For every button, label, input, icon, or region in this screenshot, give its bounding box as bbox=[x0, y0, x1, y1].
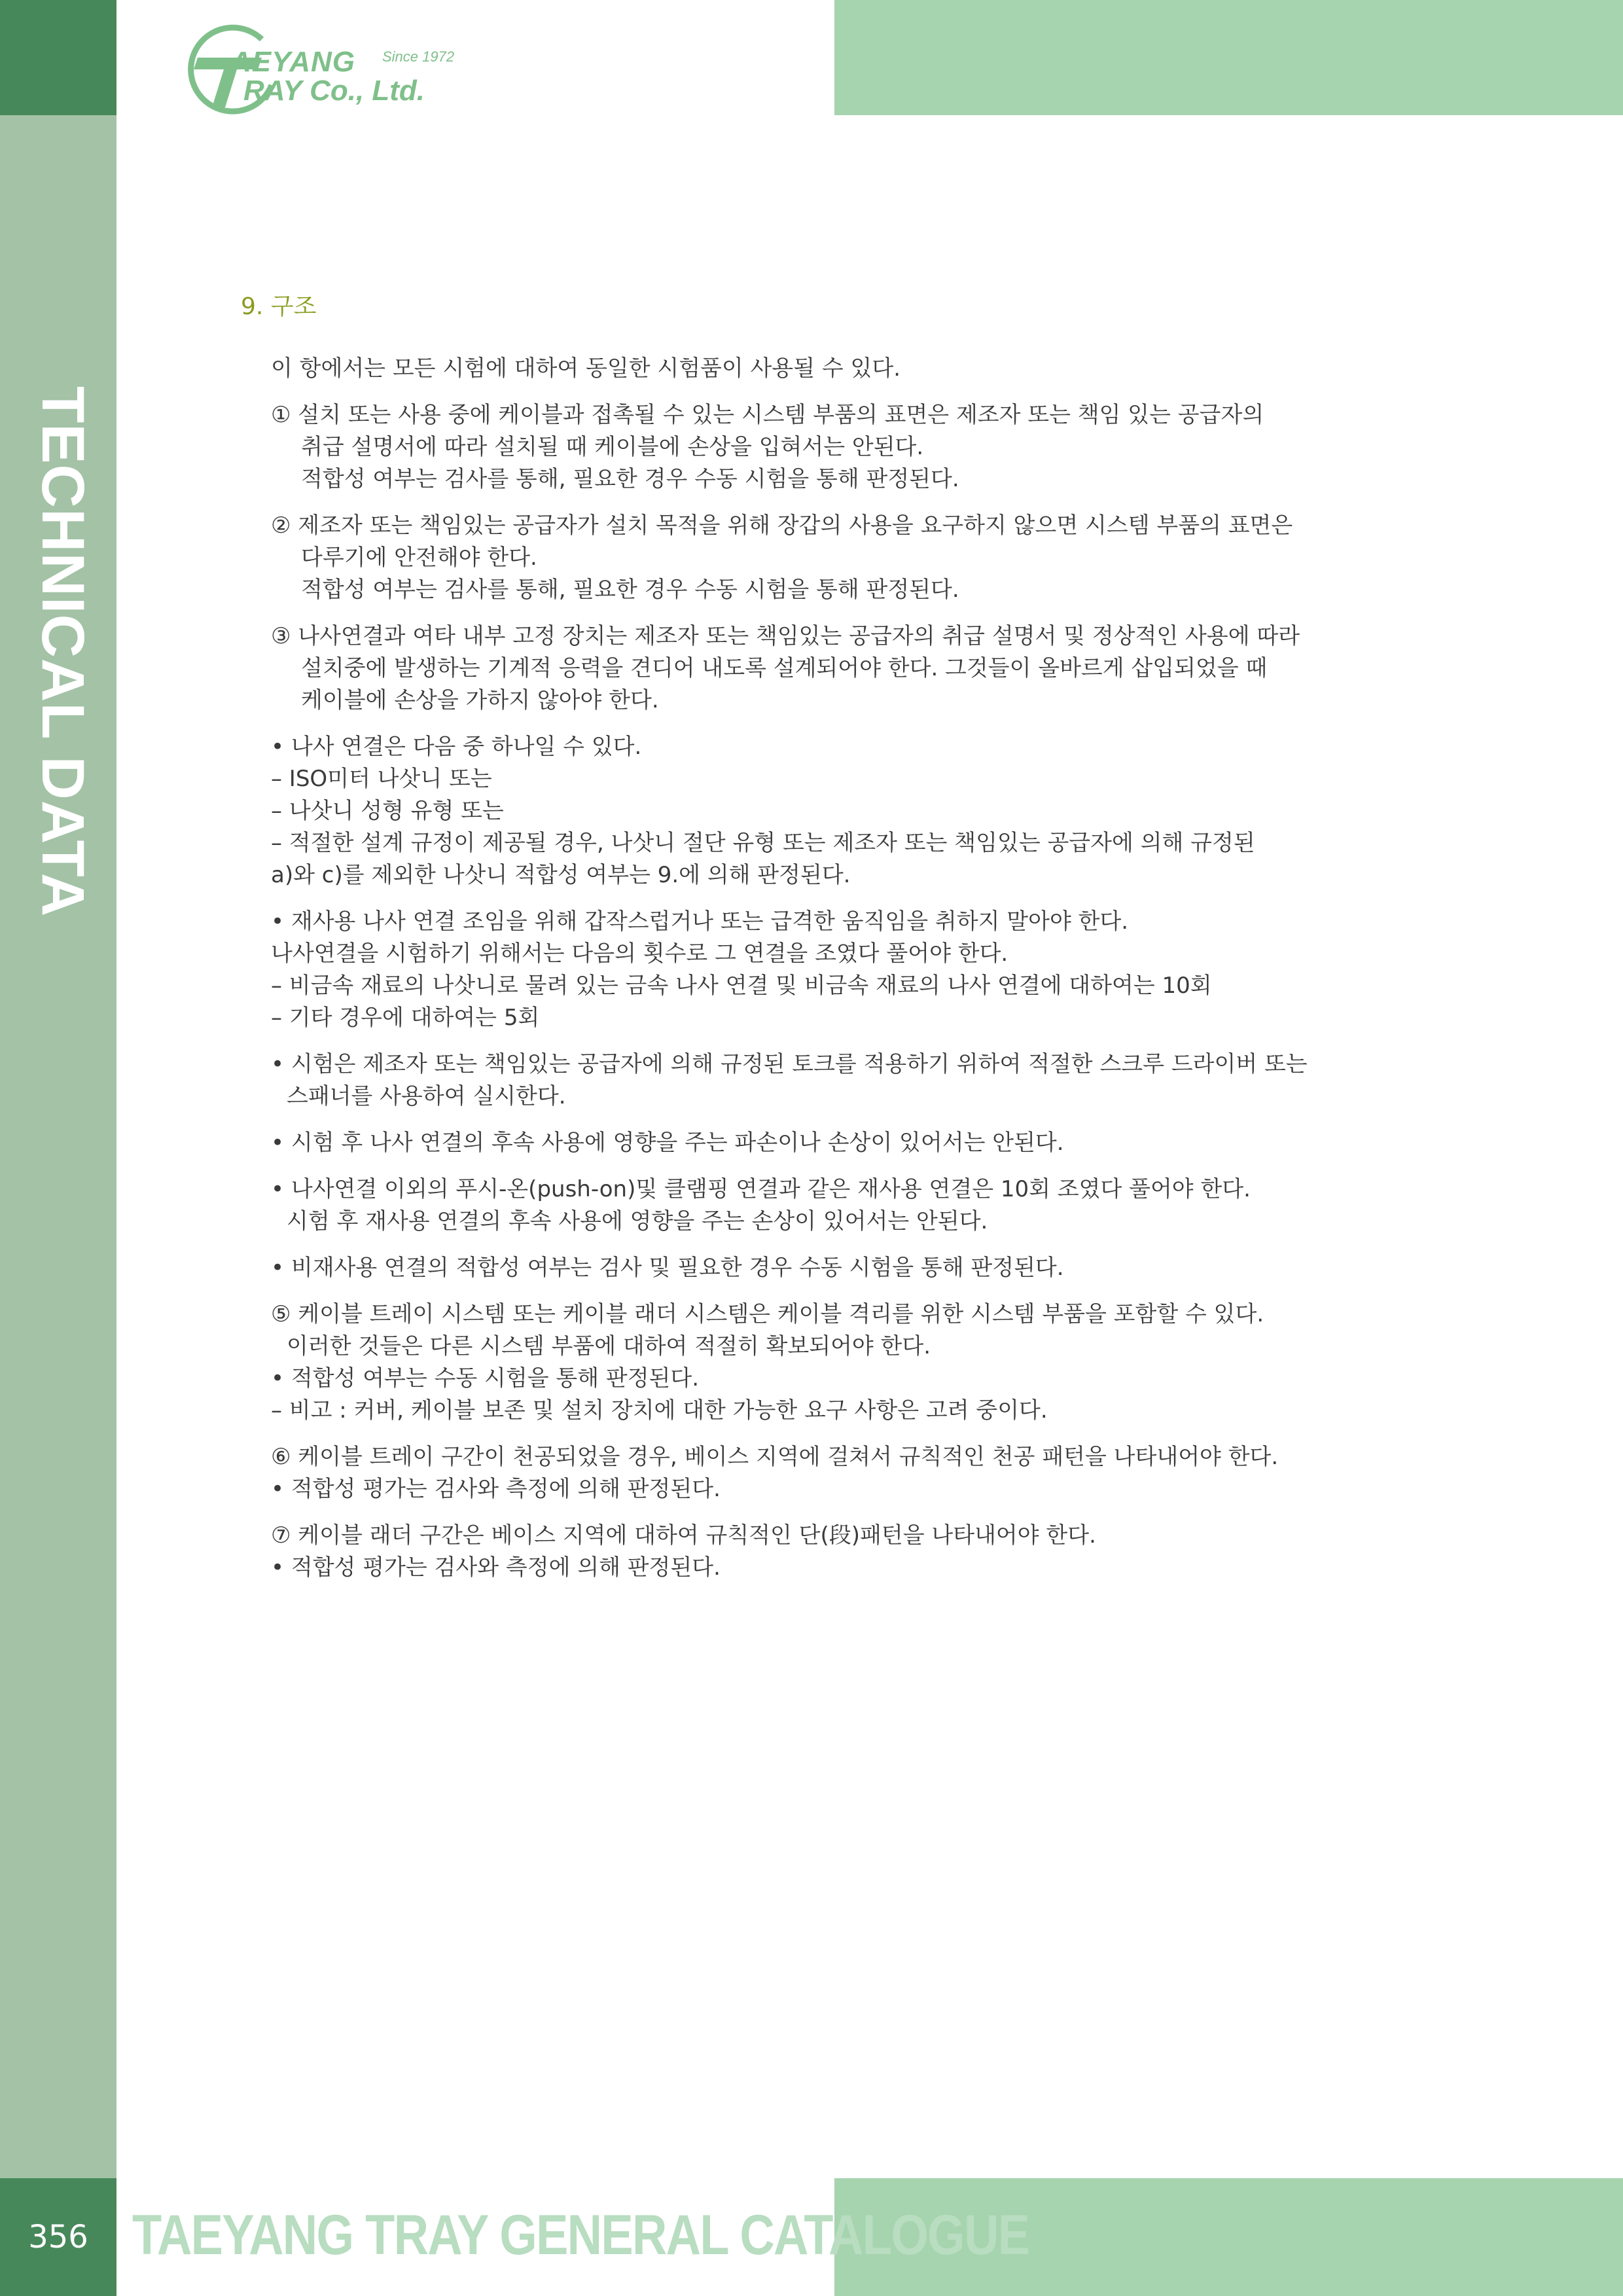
damage-note: • 시험 후 나사 연결의 후속 사용에 영향을 주는 파손이나 손상이 있어서는 안된다. bbox=[271, 1130, 1064, 1156]
company-logo bbox=[164, 20, 478, 118]
clause-7: ⑦ 케이블 래더 구간은 베이스 지역에 대하여 규칙적인 단(段)패턴을 나타내어야 한다. • 적합성 평가는 검사와 측정에 의해 판정된다. bbox=[271, 1522, 1096, 1581]
clause-3: ③ 나사연결과 여타 내부 고정 장치는 제조자 또는 책임있는 공급자의 취급 설명서 및 정상적인 사용에 따라 설치중에 발생하는 기계적 응력을 견디어 내도록 설계되어야 한다. 그것들이 올바르게 삽입되었을 때 케이블에 손상을 가하지 않아야 한다. bbox=[271, 623, 1300, 713]
non-reuse-note: • 비재사용 연결의 적합성 여부는 검사 및 필요한 경우 수동 시험을 통해 판정된다. bbox=[271, 1255, 1064, 1281]
logo-text-bottom: RAY Co., Ltd. bbox=[243, 75, 425, 107]
section-title: 9. 구조 bbox=[241, 293, 317, 320]
page-number: 356 bbox=[28, 2219, 88, 2255]
top-left-corner-block bbox=[0, 0, 116, 115]
clause-6: ⑥ 케이블 트레이 구간이 천공되었을 경우, 베이스 지역에 걸쳐서 규칙적인 천공 패턴을 나타내어야 한다. • 적합성 평가는 검사와 측정에 의해 판정된다. bbox=[271, 1444, 1279, 1502]
logo-text-top: AEYANG bbox=[230, 46, 355, 78]
logo-since: Since 1972 bbox=[382, 48, 455, 65]
clause-2: ② 제조자 또는 책임있는 공급자가 설치 목적을 위해 장갑의 사용을 요구하지 않으면 시스템 부품의 표면은 다루기에 안전해야 한다. 적합성 여부는 검사를 통해, 필요한 경우 수동 시험을 통해 판정된다. bbox=[271, 512, 1293, 603]
clause-5: ⑤ 케이블 트레이 시스템 또는 케이블 래더 시스템은 케이블 격리를 위한 시스템 부품을 포함할 수 있다. 이러한 것들은 다른 시스템 부품에 대하여 적절히 확보되어야 한다. • 적합성 여부는 수동 시험을 통해 판정된다. – 비고 : 커버, 케이블 보존 및 설치 장치에 대한 가능한 요구 사항은 고려 중이다. bbox=[271, 1301, 1264, 1424]
reuse-connection-list: • 재사용 나사 연결 조임을 위해 갑작스럽거나 또는 급격한 움직임을 취하지 말아야 한다. 나사연결을 시험하기 위해서는 다음의 횟수로 그 연결을 조였다 풀어야 한다. – 비금속 재료의 나삿니로 물려 있는 금속 나사 연결 및 비금속 재료의 나사 연결에 대하여는 10회 – 기타 경우에 대하여는 5회 bbox=[271, 908, 1212, 1031]
torque-note: • 시험은 제조자 또는 책임있는 공급자에 의해 규정된 토크를 적용하기 위하여 적절한 스크루 드라이버 또는 스패너를 사용하여 실시한다. bbox=[271, 1051, 1308, 1109]
intro-paragraph: 이 항에서는 모든 시험에 대하여 동일한 시험품이 사용될 수 있다. bbox=[271, 355, 901, 382]
screw-connection-list: • 나사 연결은 다음 중 하나일 수 있다. – ISO미터 나삿니 또는 – 나삿니 성형 유형 또는 – 적절한 설계 규정이 제공될 경우, 나삿니 절단 유형 또는 제조자 또는 책임있는 공급자에 의해 규정된 a)와 c)를 제외한 나삿니 적합성 여부는 9.에 의해 판정된다. bbox=[271, 734, 1255, 888]
sidebar-section-label: TECHNICAL DATA bbox=[29, 386, 96, 918]
footer-catalogue-title: TAEYANG TRAY GENERAL CATALOGUE bbox=[132, 2204, 1029, 2267]
top-right-band bbox=[834, 0, 1623, 115]
clause-1: ① 설치 또는 사용 중에 케이블과 접촉될 수 있는 시스템 부품의 표면은 제조자 또는 책임 있는 공급자의 취급 설명서에 따라 설치될 때 케이블에 손상을 입혀서는 안된다. 적합성 여부는 검사를 통해, 필요한 경우 수동 시험을 통해 판정된다. bbox=[271, 402, 1264, 492]
document-body bbox=[241, 288, 1353, 1584]
push-on-note: • 나사연결 이외의 푸시-온(push-on)및 클램핑 연결과 같은 재사용 연결은 10회 조였다 풀어야 한다. 시험 후 재사용 연결의 후속 사용에 영향을 주는 손상이 있어서는 안된다. bbox=[271, 1176, 1251, 1234]
left-sidebar-band bbox=[0, 0, 116, 2296]
